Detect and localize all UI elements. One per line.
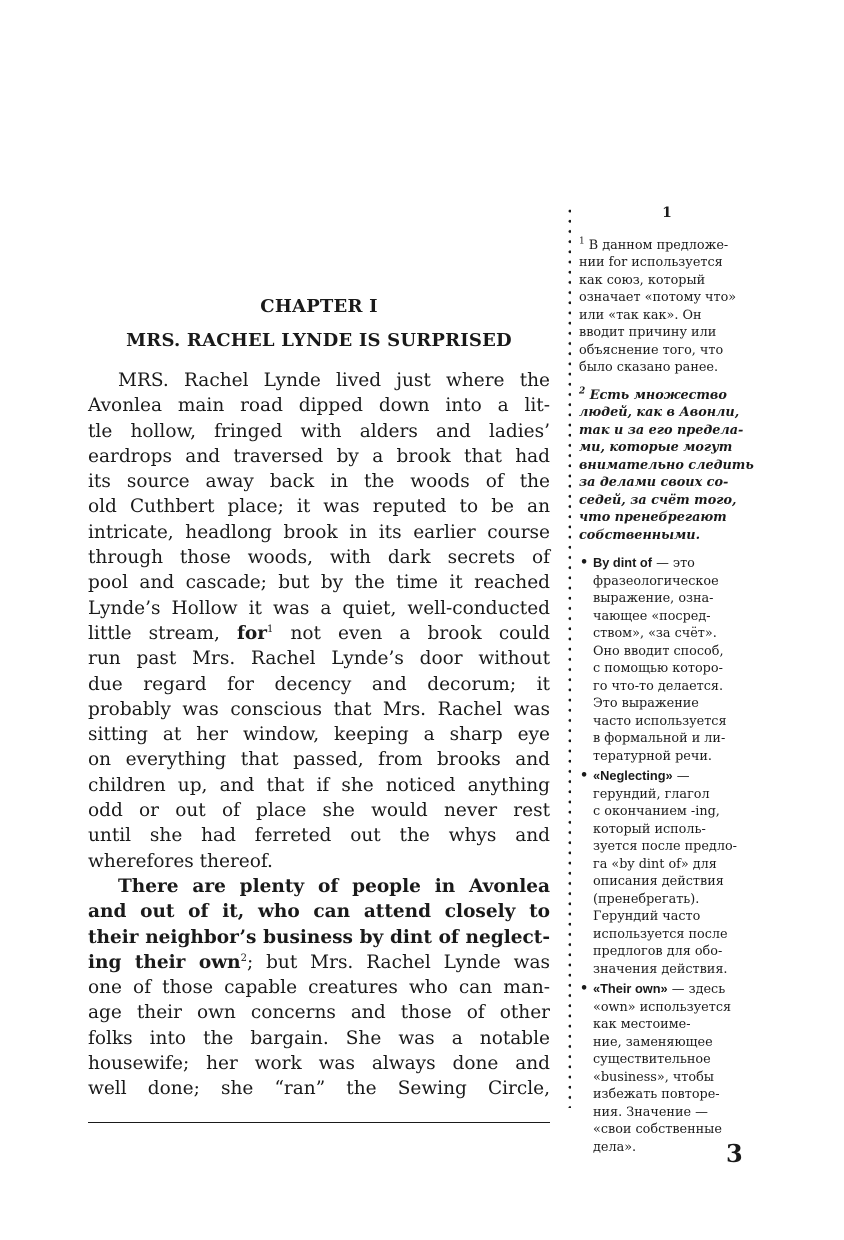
tip-line: выражение, озна- bbox=[593, 591, 714, 606]
sidebar-number: 1 bbox=[662, 205, 672, 221]
text-line: sitting at her window, keeping a sharp eye bbox=[88, 724, 550, 746]
note-line: было сказано ранее. bbox=[579, 360, 719, 375]
tip-line: ние, заменяющее bbox=[593, 1034, 713, 1050]
note-line: вводит причину или bbox=[579, 325, 717, 340]
text-line: MRS. Rachel Lynde lived just where the bbox=[118, 370, 550, 391]
tip-their-own bbox=[579, 980, 741, 1156]
text-line: old Cuthbert place; it was reputed to be an bbox=[88, 496, 550, 518]
text-line: probably was conscious that Mrs. Rachel was bbox=[88, 698, 550, 720]
tip-term: «Neglecting» bbox=[593, 768, 673, 783]
text-line: children up, and that if she noticed anything bbox=[88, 774, 550, 796]
text-line: Lynde’s Hollow it was a quiet, well-conducted bbox=[88, 597, 550, 619]
text-line: There are plenty of people in Avonlea bbox=[118, 875, 550, 897]
text-line: ing their own$^2$; but Mrs. Rachel Lynde was bbox=[88, 951, 550, 973]
tip-by-dint-of bbox=[579, 554, 741, 765]
chapter-title: CHAPTER I bbox=[260, 296, 378, 317]
tip-line: используется после bbox=[593, 926, 728, 942]
bullet-icon: • bbox=[580, 981, 589, 996]
text-line: Avonlea main road dipped down into a lit- bbox=[88, 395, 550, 417]
tip-line: «Neglecting» — bbox=[593, 768, 690, 784]
dotted-divider bbox=[568, 206, 571, 1108]
footnote-marker: 1 bbox=[579, 236, 585, 247]
text-line: little stream, for$^1$ not even a brook could bbox=[88, 622, 550, 644]
text-line: well done; she “ran” the Sewing Circle, bbox=[88, 1078, 550, 1100]
note-line: означает «потому что» bbox=[579, 290, 737, 305]
tip-line: га «by dint of» для bbox=[593, 856, 717, 872]
text-line: due regard for decency and decorum; it bbox=[88, 673, 550, 695]
footnote-ref-1[interactable]: 1 bbox=[267, 623, 274, 635]
bullet-icon: • bbox=[580, 555, 589, 570]
note-line: внимательно следить bbox=[579, 457, 754, 473]
tip-line: с окончанием -ing, bbox=[593, 804, 720, 819]
note-line: объяснение того, что bbox=[579, 342, 724, 358]
note-line: или «так как». Он bbox=[579, 307, 702, 323]
note-line: $^1$ В данном предложе- bbox=[579, 236, 729, 253]
tip-line: значения действия. bbox=[593, 961, 728, 977]
text-line: intricate, headlong brook in its earlier course bbox=[88, 521, 550, 543]
footer-rule bbox=[88, 1122, 550, 1123]
note-line: ми, которые могут bbox=[579, 440, 733, 455]
footnote-ref-2[interactable]: 2 bbox=[240, 952, 247, 964]
tip-line: зуется после предло- bbox=[593, 839, 737, 854]
tip-line: ством», «за счёт». bbox=[593, 626, 717, 641]
text-line: through those woods, with dark secrets of bbox=[88, 547, 550, 569]
body-text bbox=[88, 368, 550, 1102]
footnote-term-for: for bbox=[236, 622, 267, 644]
tip-line: «Their own» — здесь bbox=[593, 981, 726, 997]
note-line: собственными. bbox=[579, 527, 701, 543]
text-line: until she had ferreted out the whys and bbox=[88, 825, 550, 847]
tip-line: описания действия bbox=[593, 874, 724, 889]
text-line: one of those capable creatures who can man- bbox=[88, 977, 550, 999]
text-line: wherefores thereof. bbox=[88, 850, 273, 872]
tip-line: в формальной и ли- bbox=[593, 731, 726, 746]
tip-line: существительное bbox=[593, 1052, 711, 1067]
note-line: что пренебрегают bbox=[579, 510, 727, 525]
tip-line: как местоиме- bbox=[593, 1017, 691, 1032]
paragraph-2-bold bbox=[88, 874, 550, 950]
bullet-icon: • bbox=[580, 768, 589, 783]
text-line: pool and cascade; but by the time it reached bbox=[88, 572, 550, 594]
note-line: так и за его предела- bbox=[579, 422, 744, 438]
tip-line: дела». bbox=[593, 1139, 637, 1155]
tip-line: часто используется bbox=[593, 713, 727, 729]
tip-term: «Their own» bbox=[593, 981, 668, 996]
tip-line: «own» используется bbox=[593, 999, 732, 1015]
note-line: как союз, который bbox=[579, 272, 706, 288]
paragraph-1 bbox=[88, 368, 550, 621]
tip-line: Это выражение bbox=[593, 696, 699, 711]
text-line: their neighbor’s business by dint of neglect- bbox=[88, 926, 550, 948]
tip-line: го что-то делается. bbox=[593, 678, 724, 694]
tip-line: Оно вводит способ, bbox=[593, 643, 724, 659]
text-line: housewife; her work was always done and bbox=[88, 1053, 550, 1075]
page-number: 3 bbox=[726, 1139, 743, 1168]
text-line: and out of it, who can attend closely to bbox=[88, 901, 550, 923]
footnote-marker: 2 bbox=[579, 386, 586, 397]
tip-line: герундий, глагол bbox=[593, 786, 710, 802]
tip-line: чающее «посред- bbox=[593, 608, 711, 624]
tip-line: предлогов для обо- bbox=[593, 944, 723, 959]
text-line: eardrops and traversed by a brook that had bbox=[88, 445, 550, 467]
text-line: on everything that passed, from brooks and bbox=[88, 749, 550, 771]
note-line: людей, как в Авонли, bbox=[579, 405, 740, 420]
note-line: за делами своих со- bbox=[579, 475, 729, 490]
text-line: its source away back in the woods of the bbox=[88, 471, 550, 493]
tip-line: «свои собственные bbox=[593, 1122, 722, 1137]
chapter-subtitle: MRS. RACHEL LYNDE IS SURPRISED bbox=[126, 330, 512, 351]
tip-line: Герундий часто bbox=[593, 909, 701, 924]
text-line: run past Mrs. Rachel Lynde’s door without bbox=[88, 648, 550, 670]
footnote-1 bbox=[579, 237, 741, 377]
tip-term: By dint of bbox=[593, 555, 652, 570]
note-line: нии for используется bbox=[579, 255, 723, 270]
tip-line: избежать повторе- bbox=[593, 1087, 720, 1102]
tip-neglecting bbox=[579, 767, 741, 978]
text-line: age their own concerns and those of other bbox=[88, 1002, 550, 1024]
tip-line: тературной речи. bbox=[593, 748, 712, 764]
text-line: folks into the bargain. She was a notable bbox=[88, 1027, 550, 1049]
footnote-2 bbox=[579, 386, 754, 545]
paragraph-1-rest bbox=[88, 646, 550, 874]
tip-line: «business», чтобы bbox=[593, 1069, 714, 1085]
tip-line: с помощью которо- bbox=[593, 661, 723, 676]
main-text-column bbox=[88, 290, 550, 1102]
note-line: $^2$ Есть множество bbox=[579, 386, 727, 403]
note-line: седей, за счёт того, bbox=[579, 492, 737, 508]
text-line: tle hollow, fringed with alders and ladies’ bbox=[88, 420, 550, 442]
sidebar-notes bbox=[579, 205, 754, 1158]
tip-line: By dint of — это bbox=[593, 555, 695, 571]
tip-line: который исполь- bbox=[593, 821, 706, 837]
tip-line: фразеологическое bbox=[593, 573, 719, 589]
text-line: odd or out of place she would never rest bbox=[88, 800, 550, 822]
tip-line: ния. Значение — bbox=[593, 1104, 708, 1120]
tip-line: (пренебрегать). bbox=[593, 891, 700, 907]
paragraph-2-rest bbox=[88, 975, 550, 1101]
